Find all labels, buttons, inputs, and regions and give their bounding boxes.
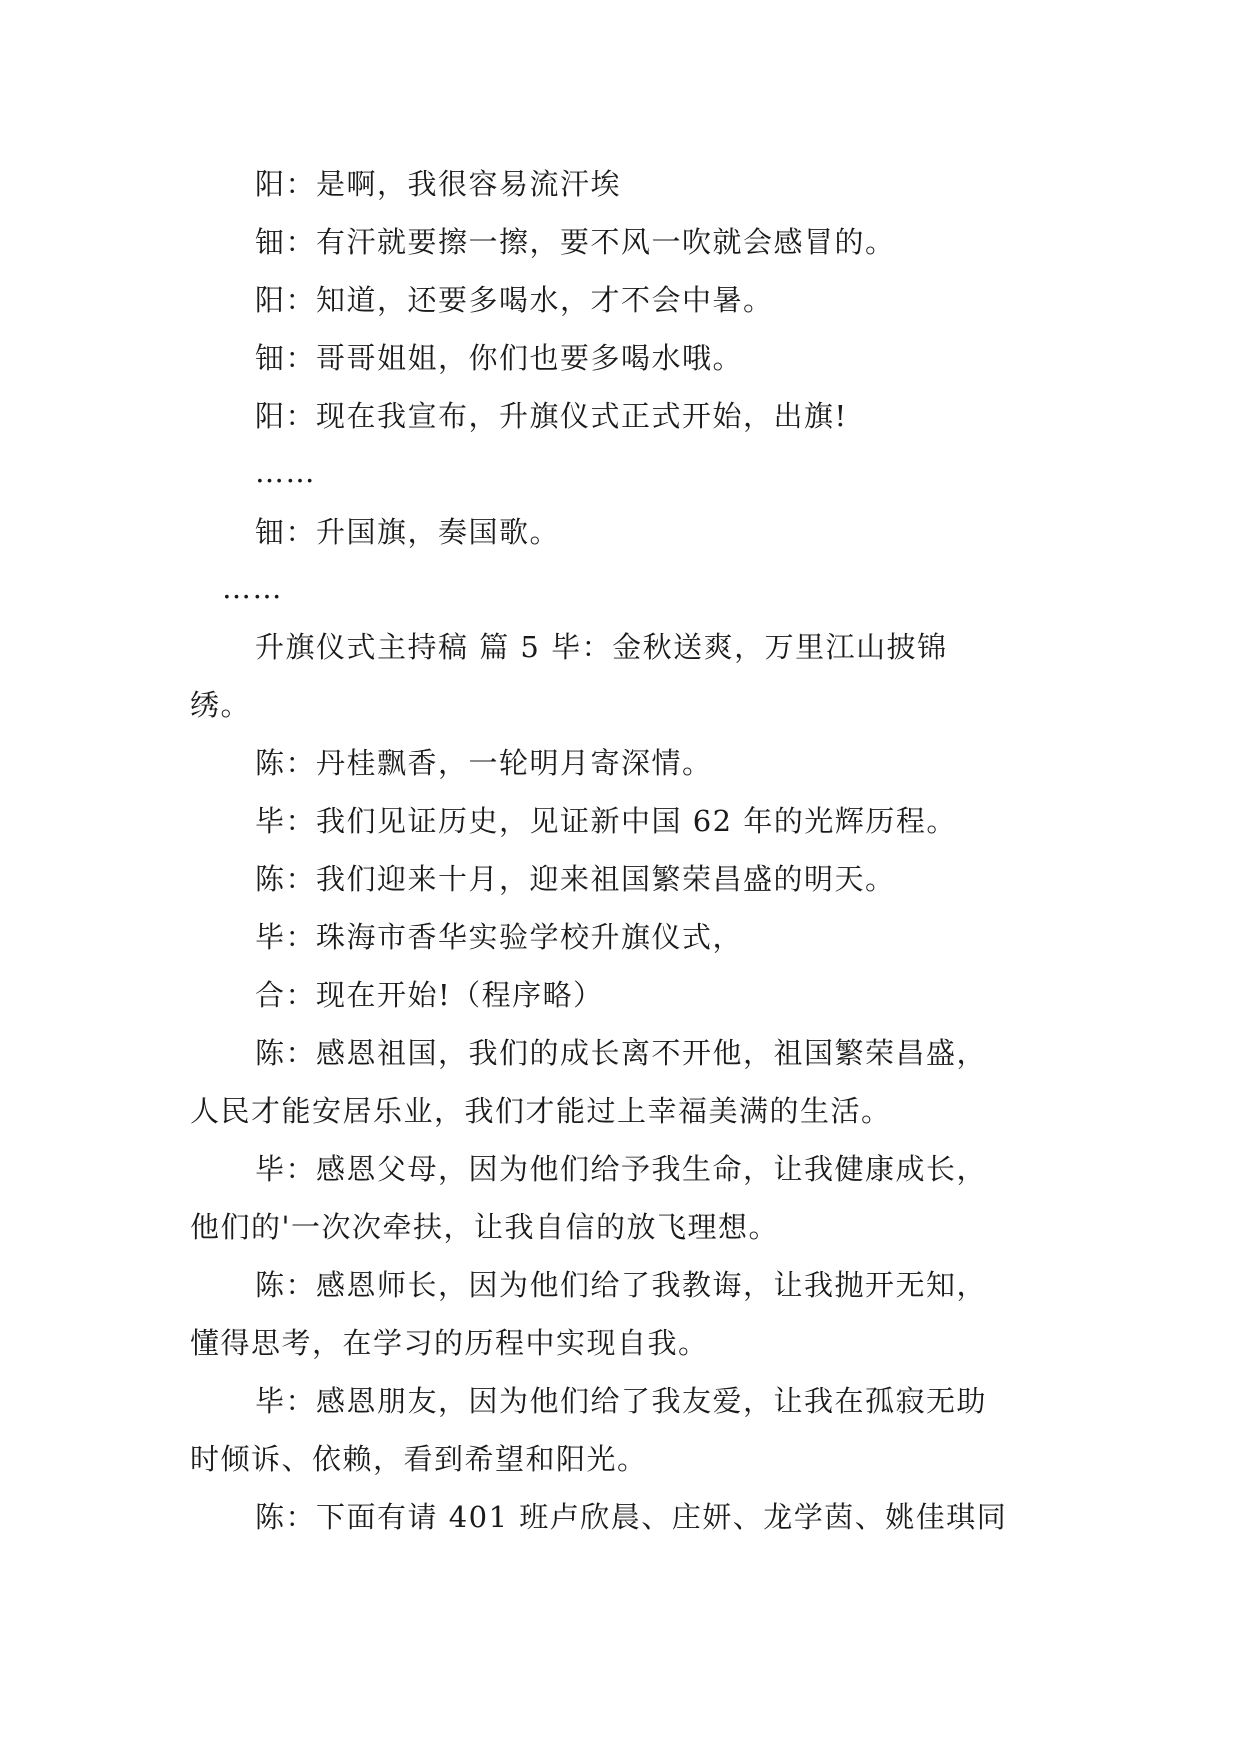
text-line: 钿：哥哥姐姐，你们也要多喝水哦。 xyxy=(255,341,744,375)
text-line: 绣。 xyxy=(190,688,252,722)
text-line: 阳：知道，还要多喝水，才不会中暑。 xyxy=(255,283,774,317)
text-line: 毕：珠海市香华实验学校升旗仪式， xyxy=(255,920,744,954)
text-line: 陈：感恩师长，因为他们给了我教诲，让我抛开无知， xyxy=(255,1268,988,1302)
text-line: 毕：感恩父母，因为他们给予我生命，让我健康成长， xyxy=(255,1152,988,1186)
text-line: 阳：是啊，我很容易流汗埃 xyxy=(255,167,622,201)
text-line: 陈：我们迎来十月，迎来祖国繁荣昌盛的明天。 xyxy=(255,862,896,896)
text-line: 时倾诉、依赖，看到希望和阳光。 xyxy=(190,1442,648,1476)
text-line: 毕：我们见证历史，见证新中国 62 年的光辉历程。 xyxy=(255,804,957,838)
ellipsis-line: …… xyxy=(222,571,283,605)
text-line: 钿：有汗就要擦一擦，要不风一吹就会感冒的。 xyxy=(255,225,896,259)
text-line: 毕：感恩朋友，因为他们给了我友爱，让我在孤寂无助 xyxy=(255,1384,988,1418)
text-line: 陈：丹桂飘香，一轮明月寄深情。 xyxy=(255,746,713,780)
text-line: 他们的'一次次牵扶，让我自信的放飞理想。 xyxy=(190,1210,779,1244)
text-line: 钿：升国旗，奏国歌。 xyxy=(255,515,561,549)
text-line: 陈：感恩祖国，我们的成长离不开他，祖国繁荣昌盛， xyxy=(255,1036,988,1070)
text-line: 阳：现在我宣布，升旗仪式正式开始，出旗! xyxy=(255,399,848,433)
text-line: 懂得思考，在学习的历程中实现自我。 xyxy=(190,1326,709,1360)
ellipsis-line: …… xyxy=(255,455,316,489)
section-heading-line: 升旗仪式主持稿 篇 5 毕：金秋送爽，万里江山披锦 xyxy=(255,630,948,664)
text-line: 陈：下面有请 401 班卢欣晨、庄妍、龙学茵、姚佳琪同 xyxy=(255,1500,1008,1534)
text-line: 人民才能安居乐业，我们才能过上幸福美满的生活。 xyxy=(190,1094,892,1128)
text-line: 合：现在开始!（程序略） xyxy=(255,978,604,1012)
